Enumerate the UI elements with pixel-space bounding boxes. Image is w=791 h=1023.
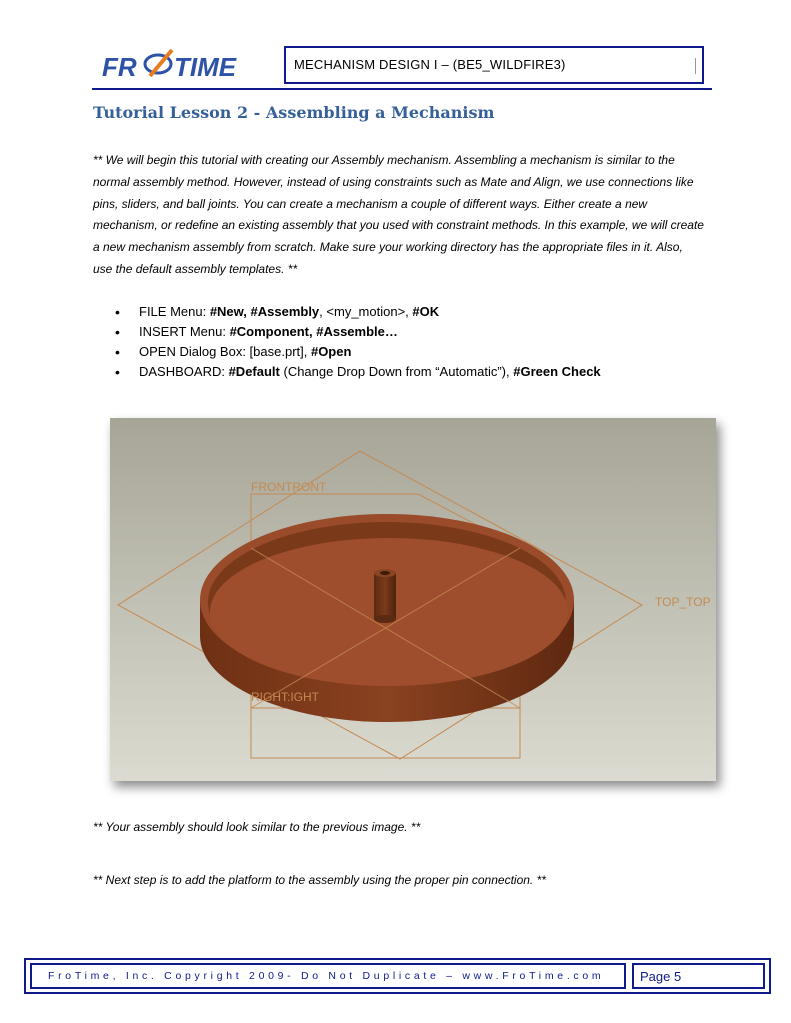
step-item — [113, 302, 601, 322]
center-peg — [374, 573, 396, 619]
step-text: OPEN Dialog Box: [base.prt], — [139, 344, 311, 359]
peg-hole — [380, 571, 390, 575]
step-text: (Change Drop Down from “Automatic”), — [279, 364, 514, 379]
step-text: FILE Menu: — [139, 304, 210, 319]
header-rule — [92, 88, 712, 90]
step-text: , <my_motion>, — [319, 304, 413, 319]
image-note: ** Your assembly should look similar to the previous image. ** — [93, 820, 421, 834]
frotime-logo — [100, 46, 272, 86]
step-text: DASHBOARD: — [139, 364, 229, 379]
page-header — [0, 0, 791, 95]
footer-page-box — [632, 963, 765, 989]
step-command: #Green Check — [513, 364, 601, 379]
step-item — [113, 342, 601, 362]
step-list — [113, 302, 601, 382]
step-command: #New, #Assembly — [209, 304, 320, 319]
svg-text:FR: FR — [102, 52, 137, 82]
step-command: #Default — [228, 364, 280, 379]
next-step-note: ** Next step is to add the platform to the assembly using the proper pin connection. ** — [93, 873, 546, 887]
step-item — [113, 362, 601, 382]
step-command: #Component, #Assemble… — [229, 324, 398, 339]
step-item — [113, 322, 601, 342]
front-plane-label: FRONTRONT — [251, 480, 327, 494]
top-plane-label: TOP_TOP — [655, 595, 711, 609]
header-title-box — [284, 46, 704, 84]
peg-base — [374, 615, 396, 623]
page-footer — [24, 958, 771, 994]
footer-copyright-box — [30, 963, 626, 989]
lesson-title: Tutorial Lesson 2 - Assembling a Mechanism — [93, 103, 495, 122]
footer-copyright: FroTime, Inc. Copyright 2009- Do Not Duplicate – www.FroTime.com — [48, 970, 605, 982]
step-command: #Open — [310, 344, 352, 359]
assembly-model-image — [110, 418, 716, 781]
step-command: #OK — [412, 304, 440, 319]
svg-text:TIME: TIME — [174, 52, 237, 82]
intro-paragraph: ** We will begin this tutorial with creating our Assembly mechanism. Assembling a mechanism is similar to the normal assembly method. However, instead of using constraints such as Mate and Align, we use connections like pins, sliders, and ball joints. You can create a mechanism a couple of different ways. Either create a new mechanism, or redefine an existing assembly that you used with constraint methods. In this example, we will create a new mechanism assembly from scratch. Make sure your working directory has the appropriate files in it. Also, use the default assembly templates. ** — [93, 153, 704, 276]
header-title: MECHANISM DESIGN I – (BE5_WILDFIRE3) — [294, 57, 566, 72]
header-divider — [695, 58, 696, 74]
step-text: INSERT Menu: — [139, 324, 230, 339]
right-plane-label: RIGHT:IGHT — [251, 690, 319, 704]
page-number: Page 5 — [640, 969, 682, 984]
assembly-screenshot — [110, 418, 716, 781]
